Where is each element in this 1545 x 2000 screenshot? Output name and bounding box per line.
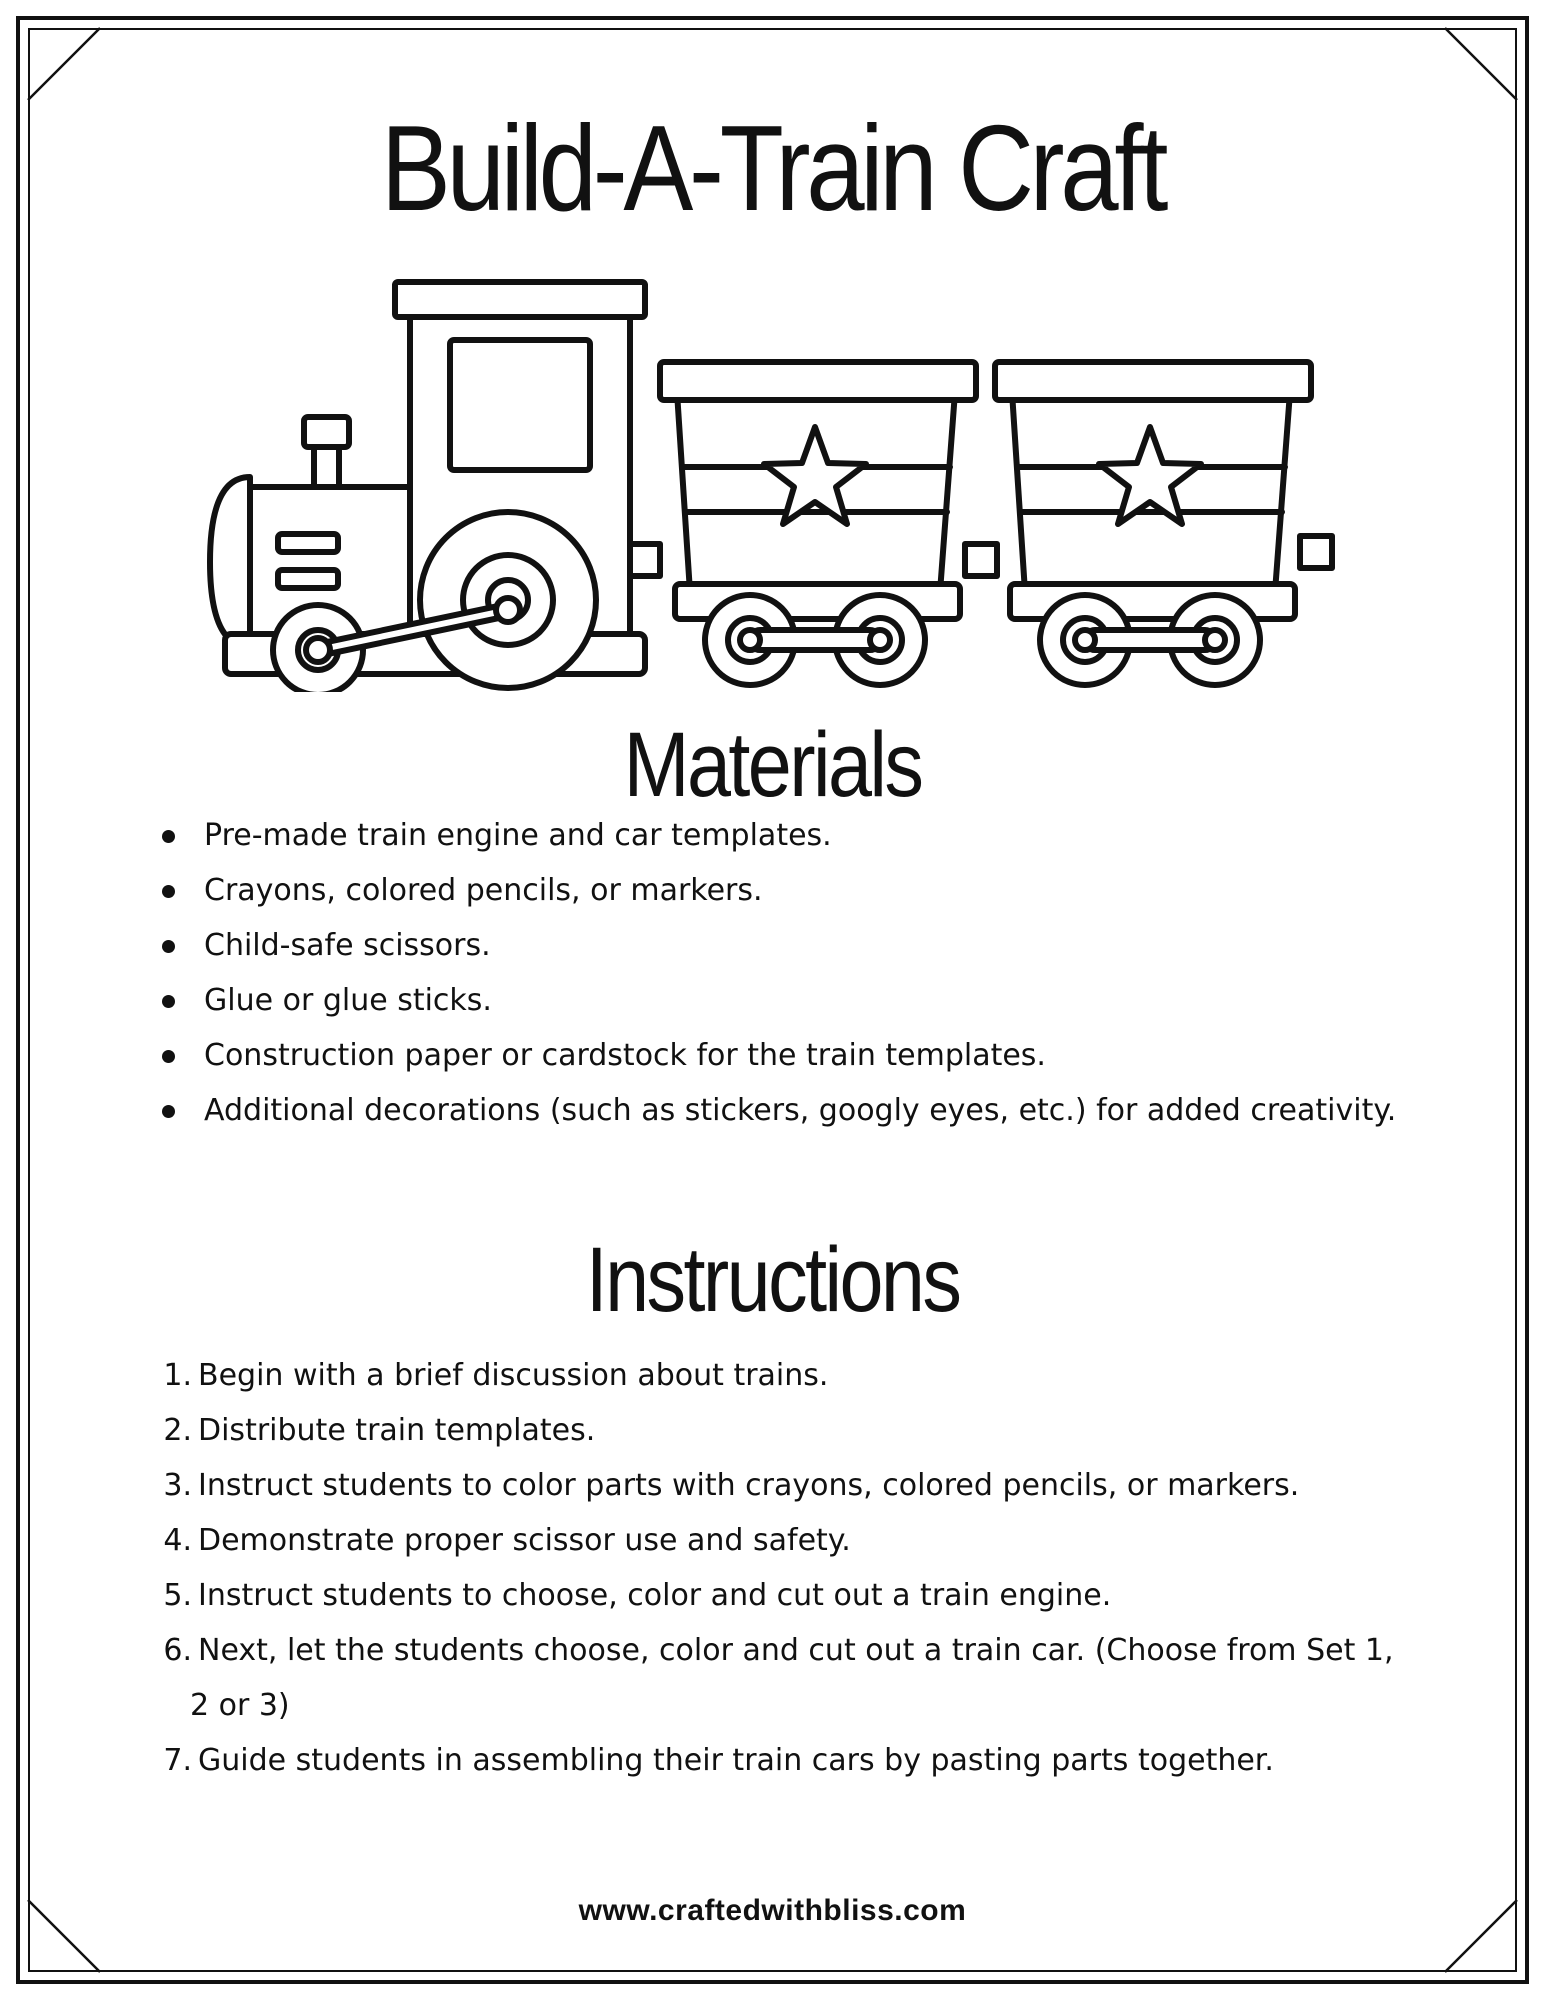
materials-heading: Materials bbox=[623, 714, 922, 816]
step-number: 2. bbox=[163, 1413, 192, 1448]
step-number: 1. bbox=[163, 1358, 192, 1393]
material-text: Additional decorations (such as stickers, googly eyes, etc.) for added creativity. bbox=[204, 1093, 1397, 1128]
step-text: Instruct students to color parts with crayons, colored pencils, or markers. bbox=[198, 1468, 1300, 1503]
list-item bbox=[150, 1513, 1465, 1568]
step-text: Instruct students to choose, color and cut out a train engine. bbox=[198, 1578, 1112, 1613]
bullet-icon bbox=[162, 995, 175, 1008]
engine-nose bbox=[210, 477, 250, 647]
material-text: Child-safe scissors. bbox=[204, 928, 491, 963]
car-rim bbox=[660, 362, 976, 400]
train-car-1 bbox=[660, 362, 976, 685]
cab-window bbox=[450, 340, 590, 470]
list-item bbox=[155, 973, 1465, 1028]
instructions-list bbox=[150, 1348, 1465, 1788]
bullet-icon bbox=[162, 885, 175, 898]
boiler-stripe-top bbox=[278, 534, 338, 552]
train-illustration bbox=[200, 262, 1350, 692]
list-item bbox=[155, 1028, 1465, 1083]
bullet-icon bbox=[162, 1105, 175, 1118]
step-number: 5. bbox=[163, 1578, 192, 1613]
step-text: Begin with a brief discussion about trains. bbox=[198, 1358, 829, 1393]
step-text-continued: 2 or 3) bbox=[190, 1688, 290, 1723]
list-item bbox=[150, 1568, 1465, 1623]
list-item bbox=[150, 1623, 1465, 1733]
footer-url: www.craftedwithbliss.com bbox=[578, 1894, 967, 1927]
list-item bbox=[155, 918, 1465, 973]
step-number: 7. bbox=[163, 1743, 192, 1778]
car-axle-rod bbox=[750, 630, 880, 650]
train-engine bbox=[210, 282, 645, 692]
list-item bbox=[155, 863, 1465, 918]
list-item bbox=[150, 1348, 1465, 1403]
instructions-heading: Instructions bbox=[585, 1229, 960, 1331]
step-text: Demonstrate proper scissor use and safety. bbox=[198, 1523, 851, 1558]
smokestack bbox=[314, 447, 339, 487]
list-item bbox=[155, 808, 1465, 863]
list-item bbox=[150, 1458, 1465, 1513]
step-number: 6. bbox=[163, 1633, 192, 1668]
cab-roof bbox=[395, 282, 645, 317]
bullet-icon bbox=[162, 940, 175, 953]
list-item bbox=[150, 1733, 1465, 1788]
smokestack-cap bbox=[304, 417, 349, 447]
bullet-icon bbox=[162, 830, 175, 843]
step-text: Next, let the students choose, color and cut out a train car. (Choose from Set 1, bbox=[198, 1633, 1394, 1668]
list-item bbox=[155, 1083, 1465, 1138]
coupler-rear bbox=[1300, 536, 1332, 568]
bullet-icon bbox=[162, 1050, 175, 1063]
car-rim bbox=[995, 362, 1311, 400]
page-title: Build-A-Train Craft bbox=[380, 100, 1165, 236]
step-text: Distribute train templates. bbox=[198, 1413, 596, 1448]
list-item bbox=[150, 1403, 1465, 1458]
step-text: Guide students in assembling their train cars by pasting parts together. bbox=[198, 1743, 1274, 1778]
material-text: Construction paper or cardstock for the train templates. bbox=[204, 1038, 1046, 1073]
step-number: 4. bbox=[163, 1523, 192, 1558]
boiler-stripe-bottom bbox=[278, 570, 338, 588]
material-text: Glue or glue sticks. bbox=[204, 983, 492, 1018]
coupler-middle bbox=[965, 544, 997, 576]
material-text: Crayons, colored pencils, or markers. bbox=[204, 873, 763, 908]
materials-list bbox=[155, 808, 1465, 1138]
material-text: Pre-made train engine and car templates. bbox=[204, 818, 832, 853]
train-car-2 bbox=[995, 362, 1311, 685]
car-axle-rod bbox=[1085, 630, 1215, 650]
step-number: 3. bbox=[163, 1468, 192, 1503]
